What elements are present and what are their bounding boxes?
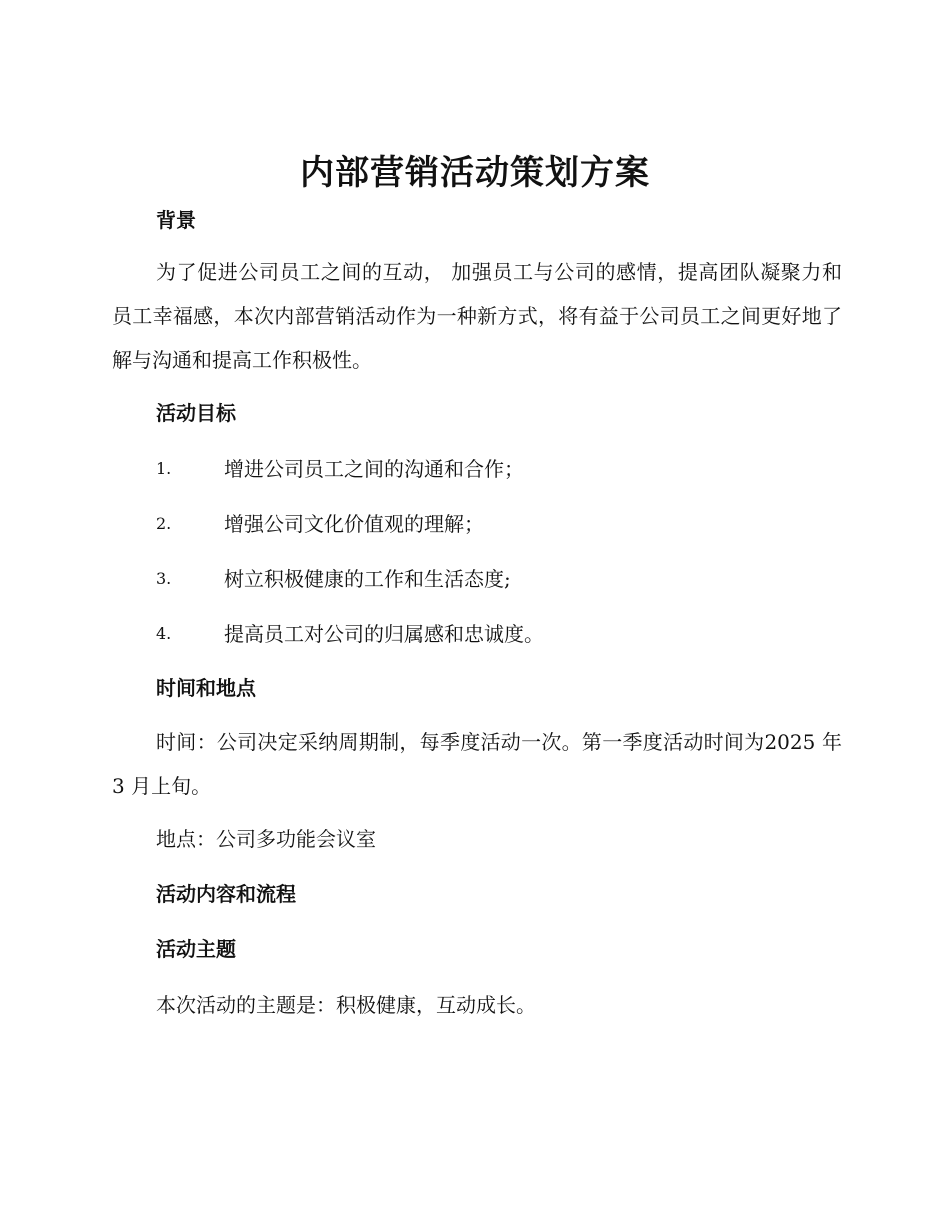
section-heading-goals: 活动目标 — [156, 401, 236, 425]
list-item-text: 树立积极健康的工作和生活态度; — [224, 567, 511, 591]
section-heading-theme: 活动主题 — [156, 937, 236, 961]
list-item-number: 3. — [156, 569, 172, 588]
section-heading-time-place: 时间和地点 — [156, 676, 256, 700]
list-item-number: 2. — [156, 514, 172, 533]
list-item-text: 增进公司员工之间的沟通和合作； — [224, 457, 524, 481]
section-heading-background: 背景 — [156, 208, 196, 232]
list-item-number: 1. — [156, 459, 172, 478]
list-item-text: 增强公司文化价值观的理解； — [224, 512, 484, 536]
list-item-text: 提高员工对公司的归属感和忠诚度。 — [224, 622, 544, 646]
background-paragraph: 为了促进公司员工之间的互动， 加强员工与公司的感情，提高团队凝聚力和员工幸福感，本次内部营销活动作为一种新方式，将有益于公司员工之间更好地了解与沟通和提高工作积极性。 — [112, 260, 842, 372]
list-item-number: 4. — [156, 624, 172, 643]
place-line: 地点：公司多功能会议室 — [156, 827, 376, 851]
section-heading-content-flow: 活动内容和流程 — [156, 882, 296, 906]
document-title: 内部营销活动策划方案 — [300, 153, 650, 193]
theme-line: 本次活动的主题是：积极健康，互动成长。 — [156, 993, 536, 1017]
time-paragraph: 时间：公司决定采纳周期制，每季度活动一次。第一季度活动时间为2025 年 3 月上旬。 — [112, 730, 842, 798]
